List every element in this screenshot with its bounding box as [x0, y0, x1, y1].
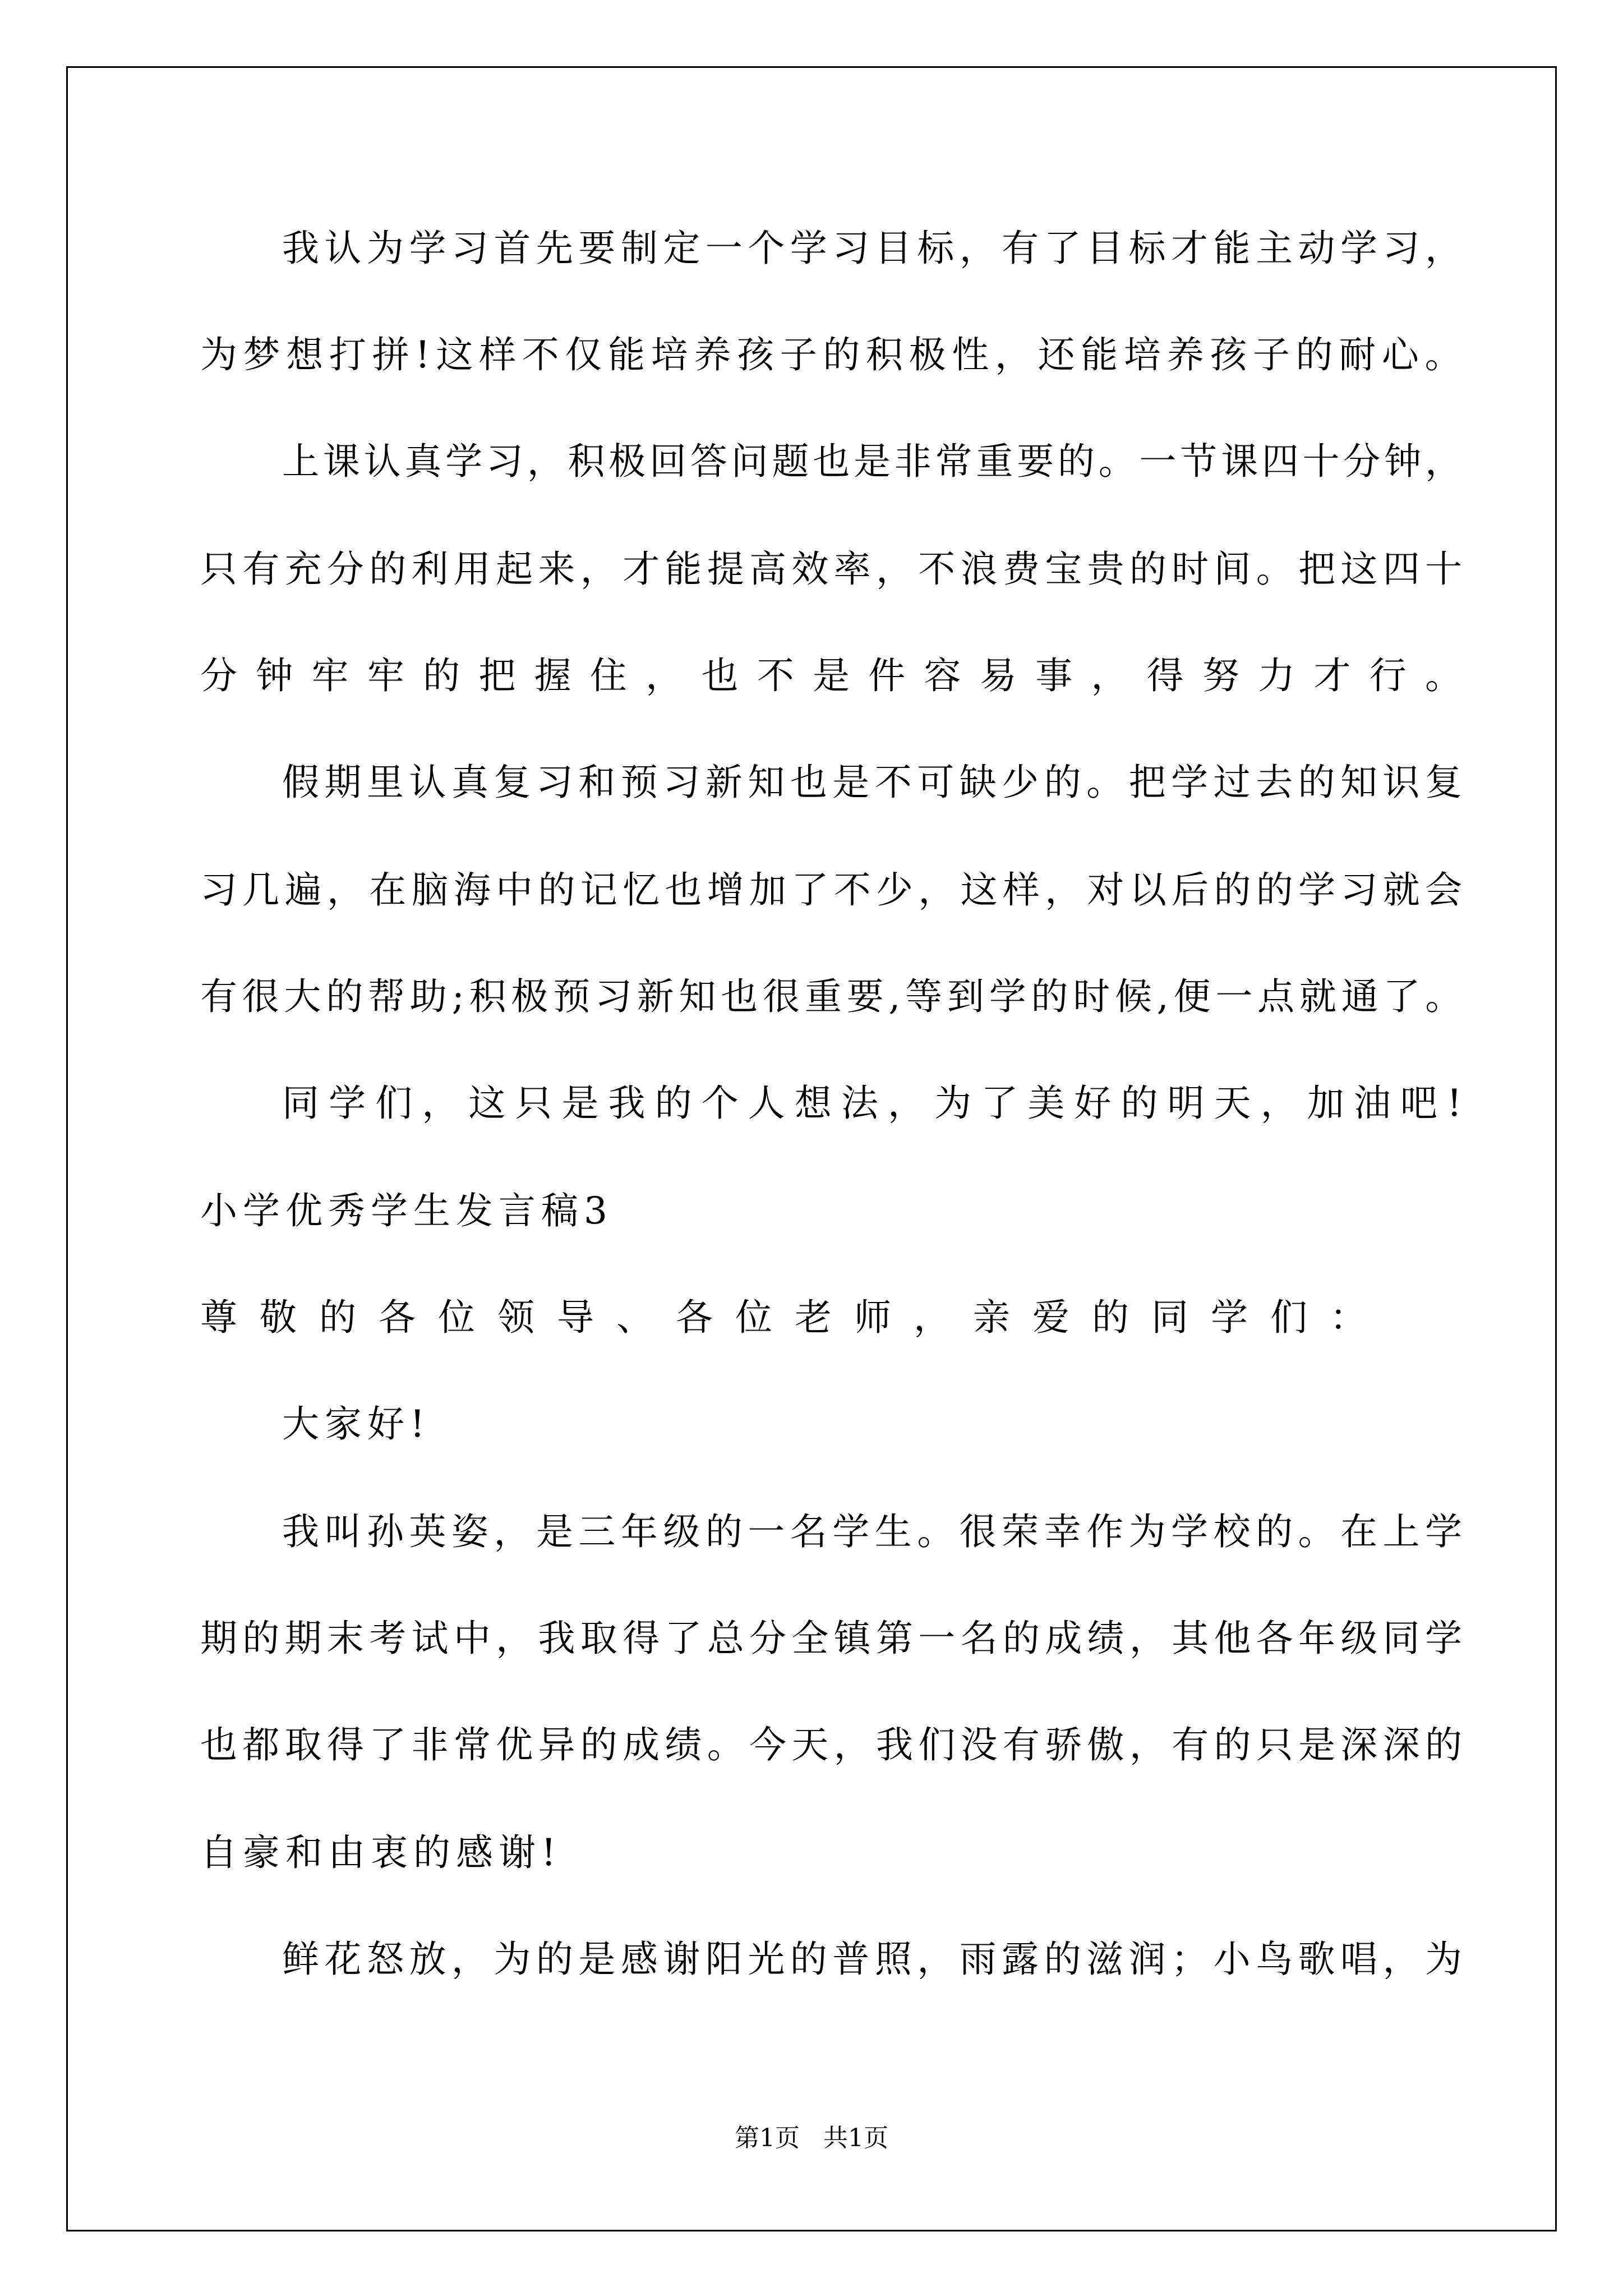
paragraph-line: 我叫孙英姿，是三年级的一名学生。很荣幸作为学校的。在上学 — [282, 1510, 1468, 1553]
page-number-footer: 第1页 共1页 — [735, 2124, 888, 2152]
section-heading: 小学优秀学生发言稿3 — [200, 1189, 613, 1232]
greeting: 大家好! — [282, 1402, 431, 1446]
paragraph-line: 自豪和由衷的感谢! — [200, 1831, 562, 1874]
paragraph-line: 假期里认真复习和预习新知也是不可缺少的。把学过去的知识复 — [282, 761, 1468, 804]
paragraph-line: 习几遍，在脑海中的记忆也增加了不少，这样，对以后的的学习就会 — [200, 868, 1468, 912]
paragraph-line: 也都取得了非常优异的成绩。今天，我们没有骄傲，有的只是深深的 — [200, 1723, 1468, 1766]
paragraph-line: 我认为学习首先要制定一个学习目标，有了目标才能主动学习， — [282, 227, 1468, 270]
paragraph-line: 上课认真学习，积极回答问题也是非常重要的。一节课四十分钟， — [282, 440, 1466, 483]
paragraph-line: 鲜花怒放，为的是感谢阳光的普照，雨露的滋润；小鸟歌唱，为 — [282, 1938, 1468, 1981]
paragraph-line: 为梦想打拼!这样不仅能培养孩子的积极性，还能培养孩子的耐心。 — [200, 333, 1468, 376]
paragraph-line: 有很大的帮助;积极预习新知也很重要,等到学的时候,便一点就通了。 — [200, 975, 1467, 1018]
paragraph-line: 分钟牢牢的把握住，也不是件容易事，得努力才行。 — [200, 654, 1481, 697]
page-border — [66, 66, 1557, 2231]
paragraph-line: 期的期末考试中，我取得了总分全镇第一名的成绩，其他各年级同学 — [200, 1617, 1468, 1660]
paragraph-line: 同学们，这只是我的个人想法，为了美好的明天，加油吧! — [282, 1082, 1472, 1125]
paragraph-line: 只有充分的利用起来，才能提高效率，不浪费宝贵的时间。把这四十 — [200, 547, 1468, 591]
salutation: 尊敬的各位领导、各位老师，亲爱的同学们： — [200, 1296, 1389, 1339]
